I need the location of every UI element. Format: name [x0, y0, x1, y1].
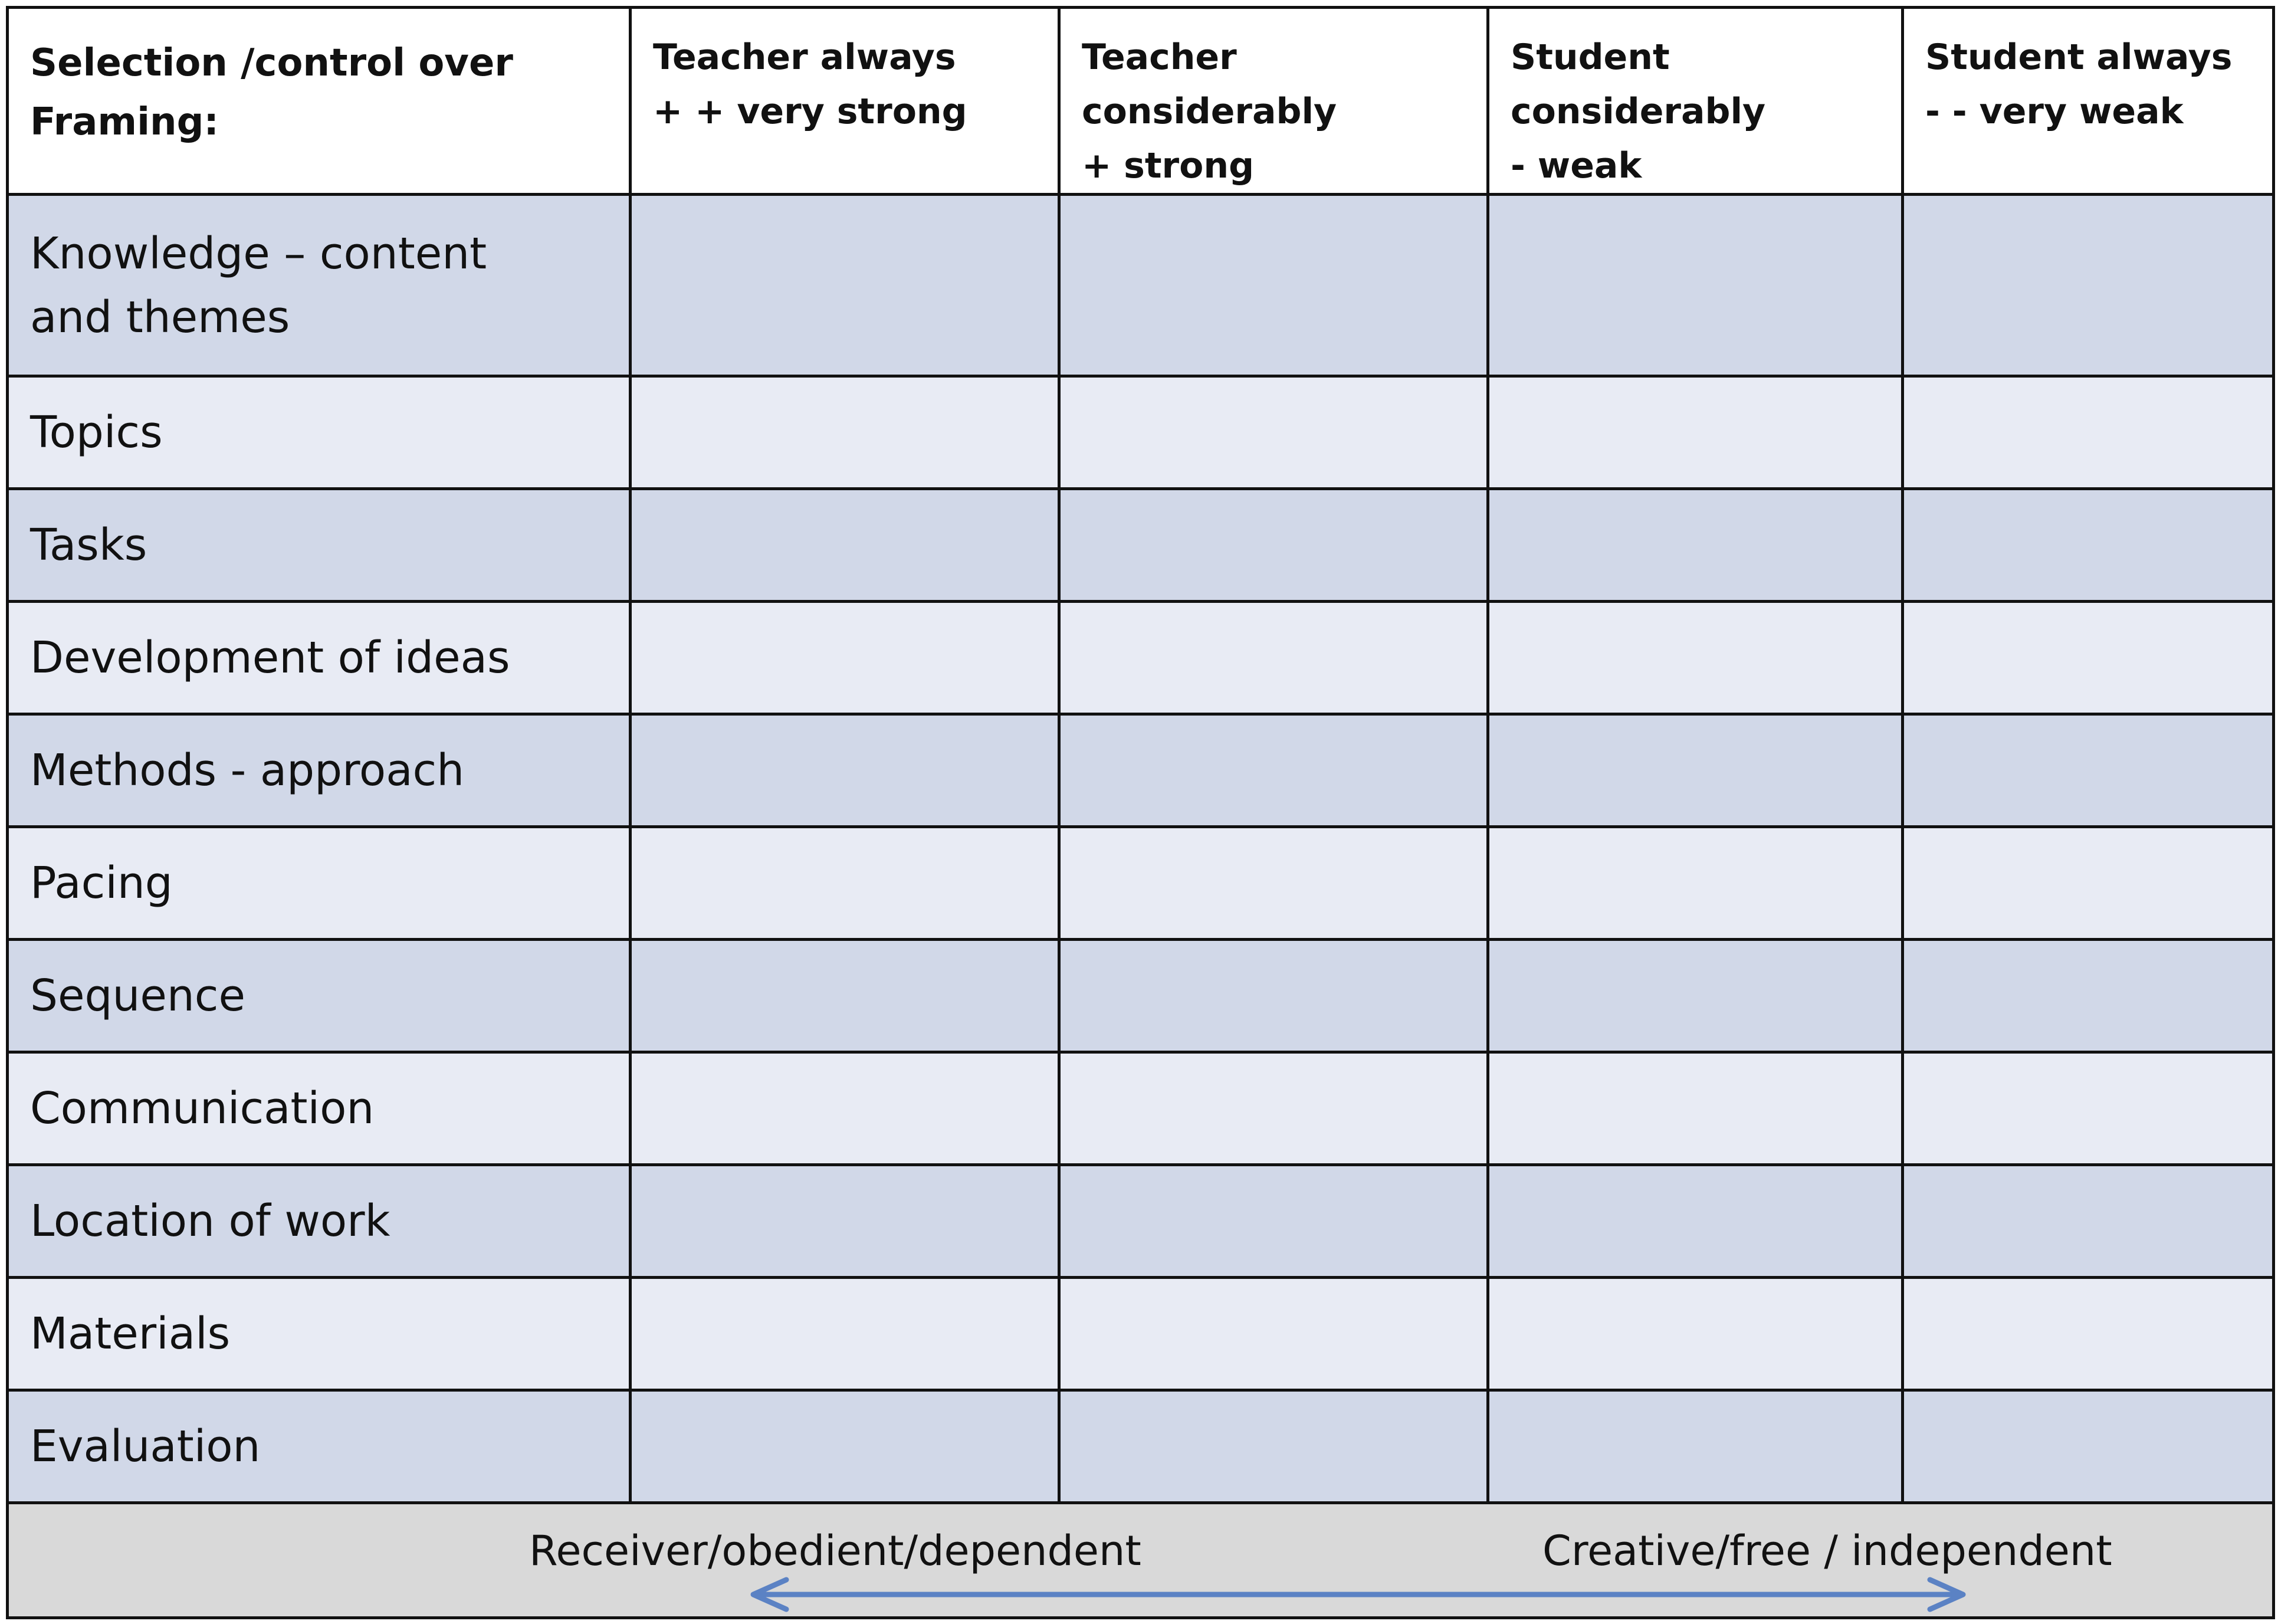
rating-cell[interactable] [1059, 940, 1488, 1052]
header-row [8, 8, 2274, 195]
rating-cell[interactable] [631, 1390, 1059, 1503]
row-label-cell [8, 489, 631, 602]
column-header-teacher-always [631, 8, 1059, 195]
rating-cell[interactable] [1903, 1390, 2274, 1503]
row-label-cell [8, 714, 631, 827]
rating-cell[interactable] [1488, 195, 1903, 376]
row-label-cell [8, 602, 631, 714]
framing-table [6, 6, 2275, 1619]
rating-cell[interactable] [1488, 1390, 1903, 1503]
rating-cell[interactable] [1903, 827, 2274, 940]
row-label-cell [8, 827, 631, 940]
column-header-student-considerably [1488, 8, 1903, 195]
rating-cell[interactable] [1903, 376, 2274, 489]
row-label-line-2: and themes [30, 291, 290, 343]
rating-cell[interactable] [631, 714, 1059, 827]
corner-header-line-2: Framing: [30, 100, 219, 144]
table-row [8, 195, 2274, 376]
footer-scale [9, 1504, 2272, 1616]
table-row [8, 1278, 2274, 1390]
row-label-cell [8, 376, 631, 489]
rating-cell[interactable] [1488, 1165, 1903, 1278]
rating-cell[interactable] [631, 1165, 1059, 1278]
column-header-line-2: - - very weak [1925, 91, 2184, 132]
rating-cell[interactable] [631, 489, 1059, 602]
rating-cell[interactable] [1059, 1278, 1488, 1390]
rating-cell[interactable] [1488, 602, 1903, 714]
rating-cell[interactable] [1488, 376, 1903, 489]
column-header-line-1: Student always [1925, 37, 2233, 78]
row-label-line-1: Knowledge – content [30, 228, 487, 279]
row-label-line-1: Methods - approach [30, 745, 465, 796]
rating-cell[interactable] [1059, 827, 1488, 940]
column-header-line-1: Teacher [1082, 37, 1237, 78]
rating-cell[interactable] [1488, 827, 1903, 940]
column-header-line-3: + strong [1082, 145, 1255, 186]
rating-cell[interactable] [1903, 1278, 2274, 1390]
table-row [8, 940, 2274, 1052]
row-label-cell [8, 1278, 631, 1390]
rating-cell[interactable] [1488, 489, 1903, 602]
table-row [8, 489, 2274, 602]
column-header-line-3: - weak [1511, 145, 1642, 186]
rating-cell[interactable] [631, 195, 1059, 376]
row-label-line-1: Tasks [30, 520, 147, 570]
rating-cell[interactable] [1488, 1278, 1903, 1390]
rating-cell[interactable] [1903, 195, 2274, 376]
row-label-cell [8, 195, 631, 376]
rating-cell[interactable] [1903, 940, 2274, 1052]
row-label-line-1: Topics [30, 407, 163, 458]
footer-left-label: Receiver/obedient/dependent [529, 1527, 1141, 1575]
rating-cell[interactable] [1903, 489, 2274, 602]
rating-cell[interactable] [1488, 940, 1903, 1052]
row-label-line-1: Location of work [30, 1196, 390, 1246]
rating-cell[interactable] [1903, 602, 2274, 714]
column-header-line-1: Teacher always [653, 37, 956, 78]
rating-cell[interactable] [631, 1278, 1059, 1390]
row-label-line-1: Evaluation [30, 1421, 261, 1472]
column-header-line-2: considerably [1511, 91, 1766, 132]
rating-cell[interactable] [1903, 714, 2274, 827]
row-label-cell [8, 1390, 631, 1503]
footer-right-label: Creative/free / independent [1542, 1527, 2112, 1575]
column-header-student-always [1903, 8, 2274, 195]
rating-cell[interactable] [631, 827, 1059, 940]
table-row [8, 1165, 2274, 1278]
rating-cell[interactable] [1059, 1390, 1488, 1503]
row-label-line-1: Pacing [30, 858, 173, 908]
rating-cell[interactable] [1059, 714, 1488, 827]
rating-cell[interactable] [1059, 1165, 1488, 1278]
column-header-line-2: + + very strong [653, 91, 967, 132]
footer-cell [8, 1503, 2274, 1618]
rating-cell[interactable] [631, 602, 1059, 714]
footer-row [8, 1503, 2274, 1618]
row-label-line-1: Communication [30, 1083, 375, 1134]
corner-header-cell [8, 8, 631, 195]
row-label-cell [8, 1052, 631, 1165]
row-label-cell [8, 940, 631, 1052]
rating-cell[interactable] [631, 1052, 1059, 1165]
rating-cell[interactable] [1903, 1165, 2274, 1278]
table-row [8, 1390, 2274, 1503]
rating-cell[interactable] [1903, 1052, 2274, 1165]
row-label-line-1: Sequence [30, 970, 246, 1021]
table-row [8, 714, 2274, 827]
column-header-teacher-considerably [1059, 8, 1488, 195]
rating-cell[interactable] [631, 376, 1059, 489]
row-label-line-1: Development of ideas [30, 632, 510, 683]
row-label-cell [8, 1165, 631, 1278]
column-header-line-1: Student [1511, 37, 1670, 78]
rating-cell[interactable] [1059, 1052, 1488, 1165]
rating-cell[interactable] [1059, 602, 1488, 714]
rating-cell[interactable] [631, 940, 1059, 1052]
table-row [8, 376, 2274, 489]
row-label-line-1: Materials [30, 1308, 231, 1359]
rating-cell[interactable] [1488, 714, 1903, 827]
table-row [8, 602, 2274, 714]
rating-cell[interactable] [1488, 1052, 1903, 1165]
rating-cell[interactable] [1059, 195, 1488, 376]
corner-header-line-1: Selection /control over [30, 41, 513, 85]
arrow-shape [753, 1580, 1963, 1609]
table-row [8, 827, 2274, 940]
column-header-line-2: considerably [1082, 91, 1337, 132]
rating-cell[interactable] [1059, 489, 1488, 602]
table-row [8, 1052, 2274, 1165]
rating-cell[interactable] [1059, 376, 1488, 489]
